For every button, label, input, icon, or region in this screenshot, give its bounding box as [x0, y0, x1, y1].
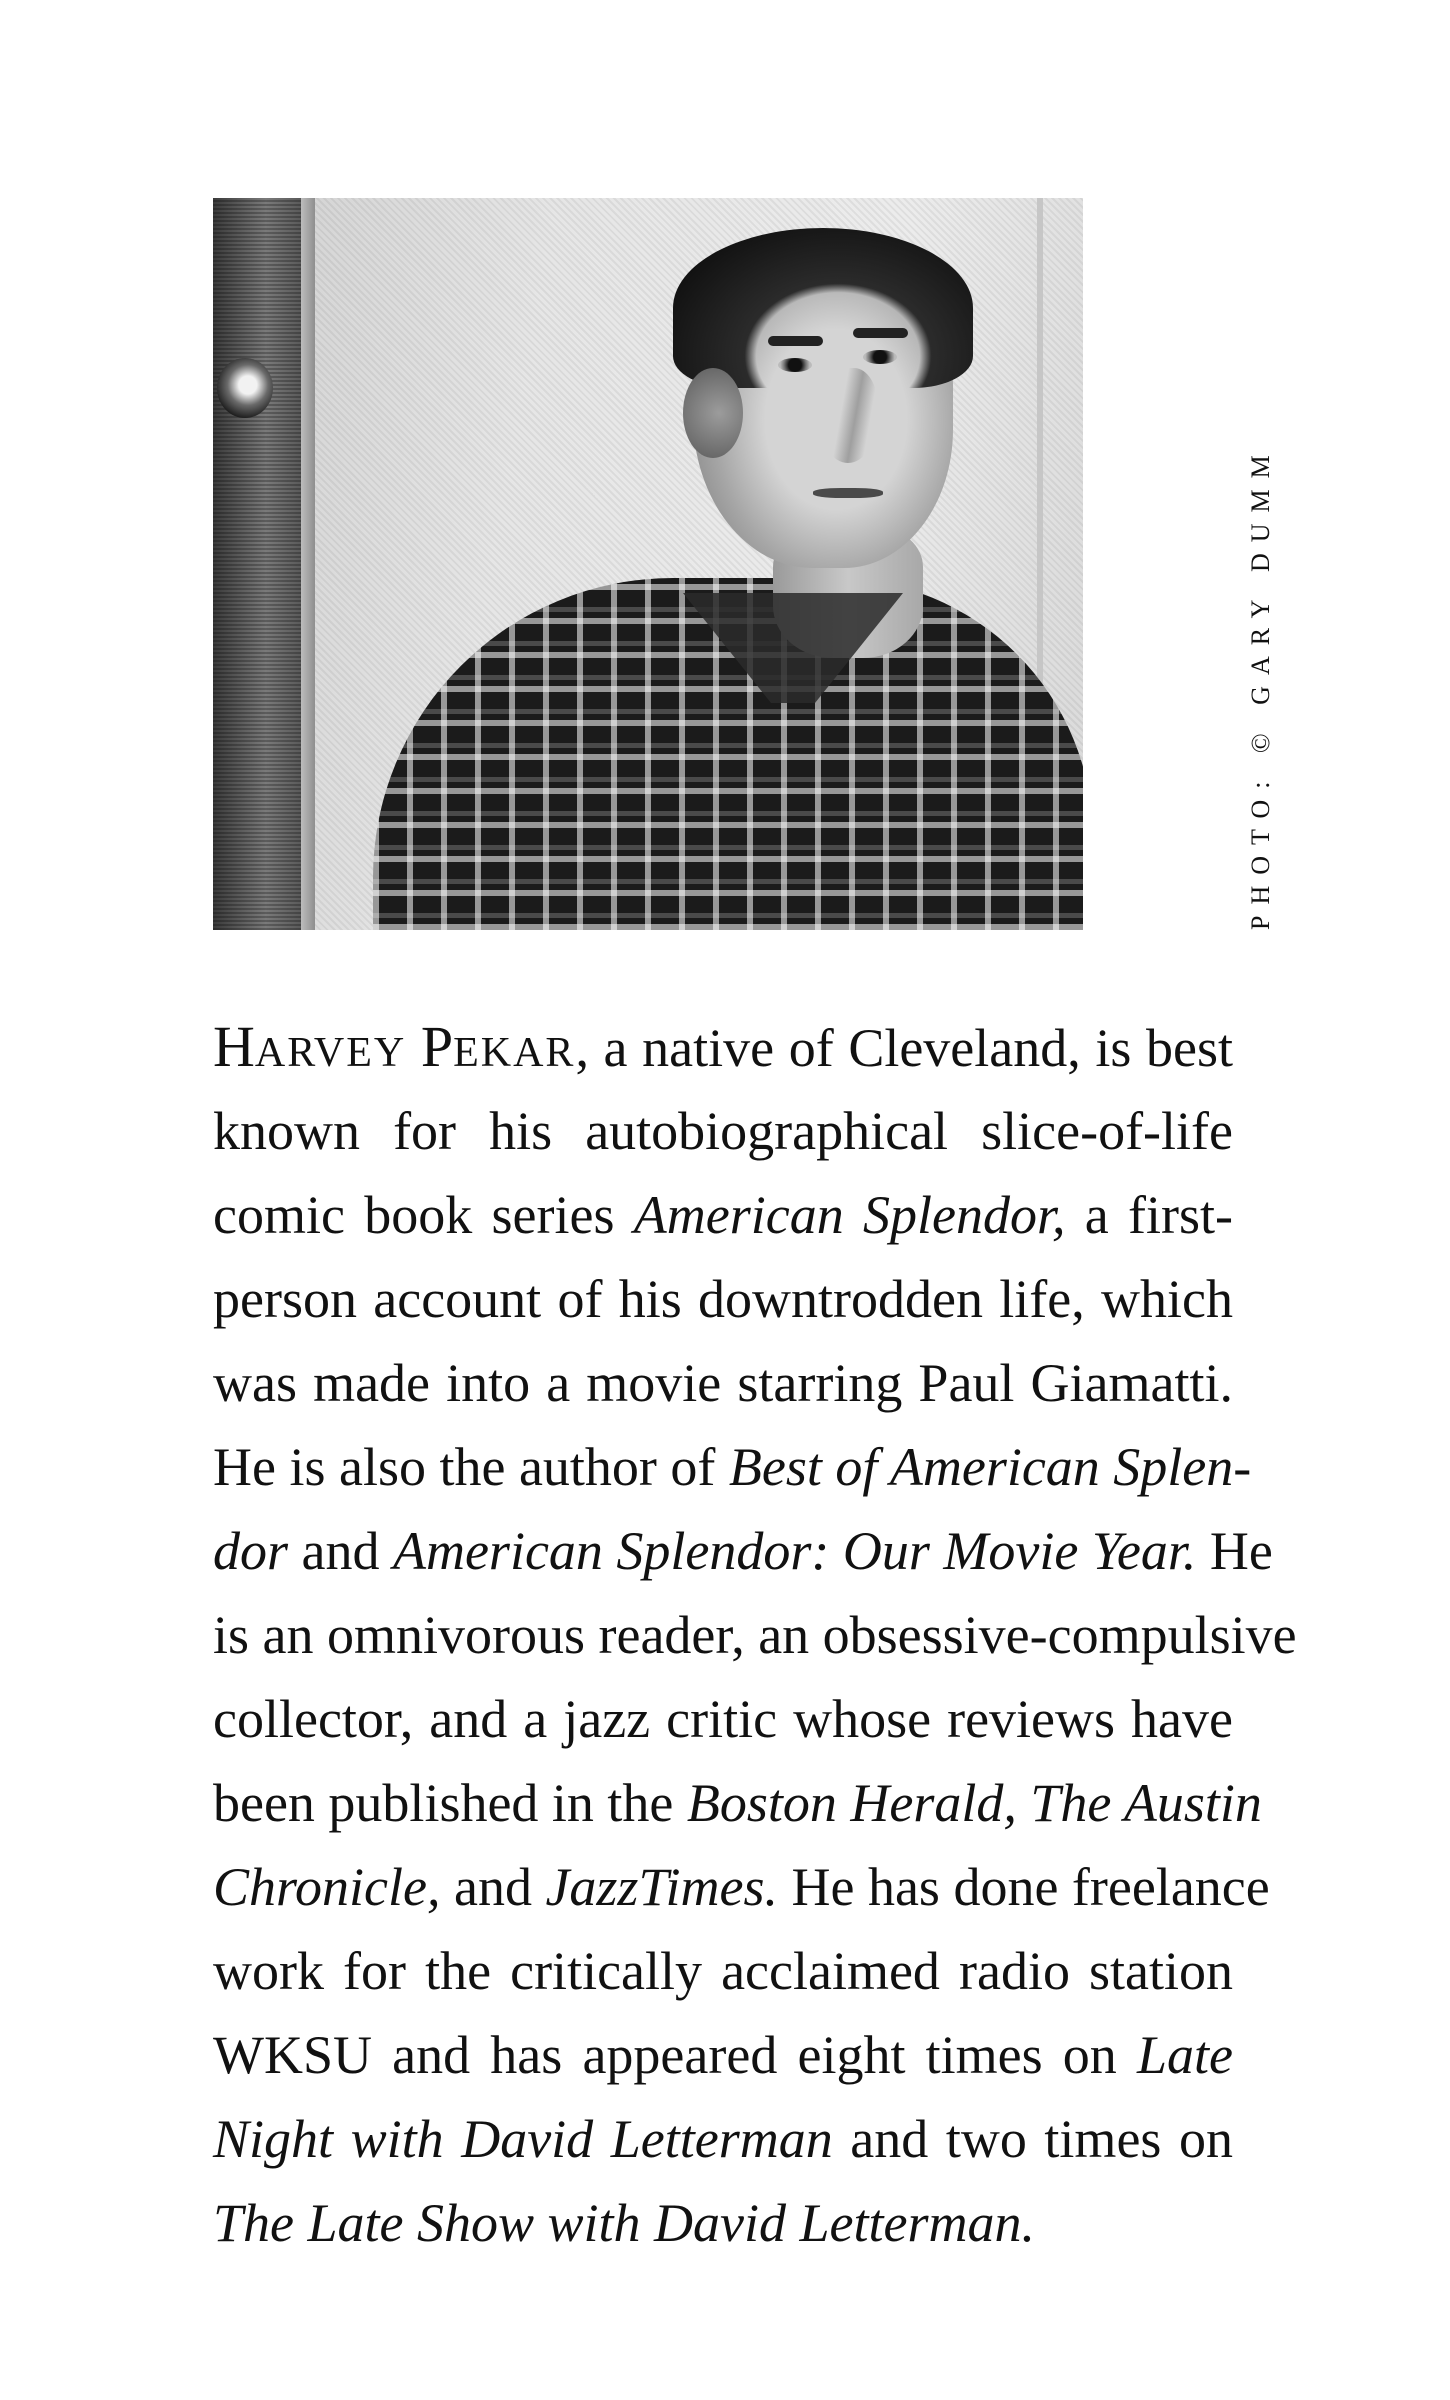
- nose-shape: [818, 368, 878, 463]
- bio-text: and two times on: [832, 2109, 1233, 2169]
- bio-line: [213, 1593, 1297, 1677]
- italic-title: Best of American Splen-: [728, 1437, 1252, 1497]
- author-name-part: ARVEY: [254, 1030, 407, 1076]
- right-eye-shape: [863, 350, 897, 364]
- bio-text: He has done freelance: [778, 1857, 1270, 1917]
- italic-title: Chronicle,: [213, 1857, 441, 1917]
- bio-text: a first-: [1065, 1185, 1234, 1245]
- author-bio: [213, 1005, 1297, 2265]
- bio-line: [213, 1341, 1233, 1425]
- door-frame-shape: [301, 198, 315, 930]
- bio-line: [213, 1257, 1233, 1341]
- italic-title: The Late Show with David Letterman.: [213, 2193, 1035, 2253]
- bio-line: [213, 1005, 1233, 1089]
- bio-line: [213, 1845, 1270, 1929]
- bio-line: [213, 1761, 1262, 1845]
- bio-line: [213, 2181, 1233, 2265]
- italic-title: Night with David Letterman: [213, 2109, 833, 2169]
- bio-line: [213, 1173, 1233, 1257]
- bio-line: [213, 1509, 1273, 1593]
- italic-title: American Splendor: Our Movie Year.: [392, 1521, 1197, 1581]
- italic-title: Late: [1136, 2025, 1233, 2085]
- ear-shape: [683, 368, 743, 458]
- bio-text: was made into a movie starring Paul Giamatti.: [213, 1353, 1233, 1413]
- left-brow-shape: [768, 336, 823, 346]
- author-name-part: H: [213, 1014, 255, 1079]
- bio-text: WKSU and has appeared eight times on: [213, 2025, 1137, 2085]
- author-name-part: P: [420, 1014, 454, 1079]
- bio-text: and: [440, 1857, 546, 1917]
- right-brow-shape: [853, 328, 908, 338]
- photo-credit: PHOTO: © GARY DUMM: [1246, 444, 1275, 930]
- bio-line: [213, 2013, 1233, 2097]
- bio-text: He: [1196, 1521, 1273, 1581]
- hair-shape: [673, 228, 973, 388]
- bio-text: He is also the author of: [213, 1437, 729, 1497]
- bio-line: [213, 1089, 1233, 1173]
- author-name: [213, 1014, 576, 1079]
- italic-title: JazzTimes.: [545, 1857, 778, 1917]
- bio-line: [213, 2097, 1233, 2181]
- italic-title: dor: [213, 1521, 289, 1581]
- italic-title: American Splendor,: [633, 1185, 1066, 1245]
- bio-line: [213, 1425, 1252, 1509]
- author-name-part: EKAR: [453, 1030, 576, 1076]
- bio-text: been published in the: [213, 1773, 687, 1833]
- italic-title: Boston Herald, The Austin: [686, 1773, 1262, 1833]
- door-shape: [213, 198, 301, 930]
- door-knob-shape: [217, 358, 273, 418]
- mouth-shape: [813, 488, 883, 498]
- bio-text: comic book series: [213, 1185, 634, 1245]
- bio-text: and: [288, 1521, 393, 1581]
- author-photo: [213, 198, 1083, 930]
- bio-text: known for his autobiographical slice-of-life: [213, 1101, 1233, 1161]
- bio-text: person account of his downtrodden life, which: [213, 1269, 1233, 1329]
- bio-text: collector, and a jazz critic whose reviews have: [213, 1689, 1233, 1749]
- bio-text: , a native of Cleveland, is best: [575, 1018, 1233, 1078]
- bio-line: [213, 1929, 1233, 2013]
- bio-text: work for the critically acclaimed radio station: [213, 1941, 1233, 2001]
- bio-text: is an omnivorous reader, an obsessive-compulsive: [213, 1605, 1297, 1665]
- left-eye-shape: [778, 358, 812, 372]
- bio-line: [213, 1677, 1233, 1761]
